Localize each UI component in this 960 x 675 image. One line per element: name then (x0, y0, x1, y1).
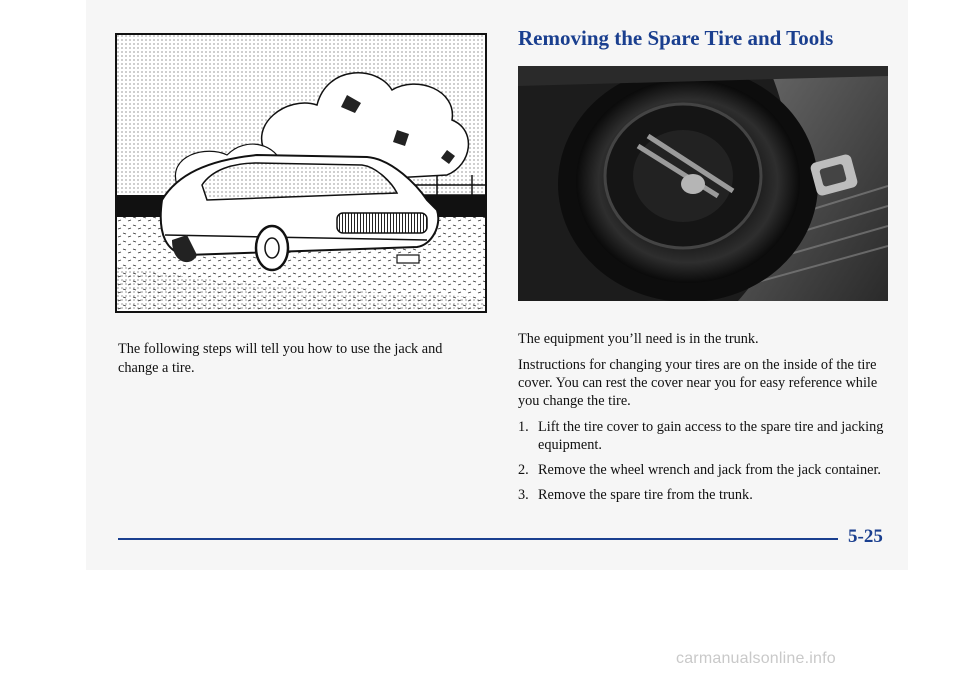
footer-rule (118, 538, 838, 540)
page-number: 5-25 (848, 526, 883, 547)
step-number: 3. (518, 487, 529, 503)
equipment-location-text: The equipment you’ll need is in the trunk. (518, 331, 759, 347)
car-flat-tire-illustration (115, 33, 487, 313)
step-number: 1. (518, 419, 529, 435)
list-item (518, 418, 888, 454)
right-column (518, 330, 888, 511)
intro-caption: The following steps will tell you how to use the jack and change a tire. (118, 341, 443, 376)
step-number: 2. (518, 462, 529, 478)
step-text: Lift the tire cover to gain access to the spare tire and jacking equipment. (538, 419, 884, 453)
spare-tire-trunk-photo (518, 66, 888, 301)
steps-list (518, 418, 888, 504)
watermark: carmanualsonline.info (676, 650, 836, 667)
section-heading: Removing the Spare Tire and Tools (518, 26, 834, 50)
list-item (518, 461, 888, 479)
instructions-text: Instructions for changing your tires are on the inside of the tire cover. You can rest the cover near you for easy reference while you change the tire. (518, 357, 878, 409)
step-text: Remove the wheel wrench and jack from the jack container. (538, 462, 881, 478)
step-text: Remove the spare tire from the trunk. (538, 487, 753, 503)
list-item (518, 486, 888, 504)
